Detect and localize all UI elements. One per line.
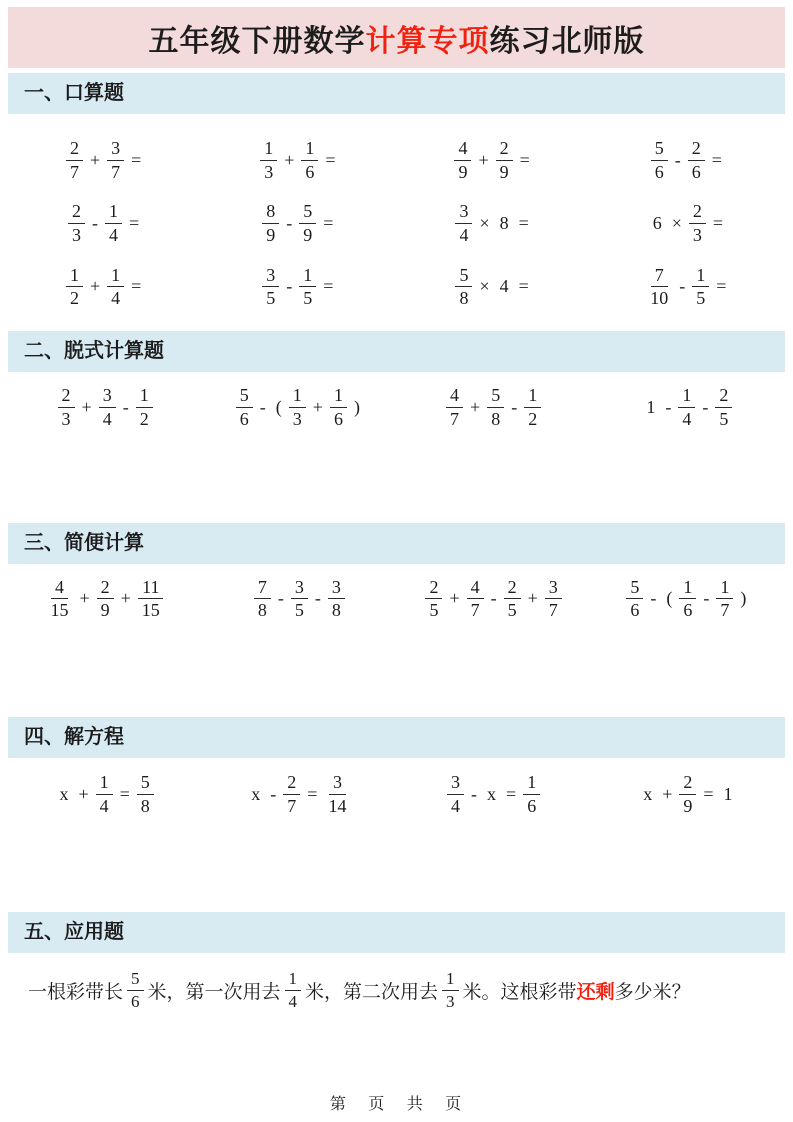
fraction-numerator: 5 [236,385,253,408]
section-oral-calculation [8,73,785,331]
fraction-denominator: 6 [333,408,343,429]
fraction [260,138,277,182]
fraction-numerator: 3 [291,577,308,600]
fraction-denominator: 5 [294,600,304,621]
fraction [679,772,696,816]
fraction [646,265,672,309]
math-token: x [643,783,653,804]
fraction [524,385,541,429]
fraction-numerator: 3 [107,138,124,161]
title-segment: 五年级下册数学 [148,24,366,58]
math-problem [66,201,144,245]
fraction [105,201,122,245]
fraction-denominator: 15 [50,600,69,621]
math-token: = [518,276,529,297]
math-token: + [478,149,489,170]
fraction [107,265,124,309]
math-problem [260,201,338,245]
math-token: = [506,783,517,804]
fraction [46,577,72,621]
fraction [626,577,643,621]
math-token: - [277,588,284,609]
fraction-numerator: 1 [523,772,540,795]
fraction [262,265,279,309]
fraction-denominator: 3 [292,408,302,429]
fraction-denominator: 7 [548,600,558,621]
math-token: = [325,149,336,170]
fraction-denominator: 9 [303,225,313,246]
fraction [138,577,164,621]
fraction-denominator: 8 [140,795,150,816]
fraction-denominator: 5 [429,600,439,621]
fraction-denominator: 10 [650,288,669,309]
math-token: ( [275,396,282,417]
math-token: = [518,213,529,234]
math-token: × [479,213,490,234]
fraction-numerator: 2 [68,201,85,224]
fraction [299,265,316,309]
word-problem-segment: 一根彩带长 [28,981,124,1003]
fraction-denominator: 6 [691,161,701,182]
fraction-denominator: 5 [507,600,517,621]
fraction-numerator: 4 [467,577,484,600]
fraction-numerator: 2 [689,201,706,224]
math-token: = [323,213,334,234]
math-token: = [711,149,722,170]
math-problem [234,385,365,429]
math-token: - [674,149,681,170]
math-token: - [92,213,99,234]
fraction [442,969,459,1011]
section-heading-word-problem: 五、应用题 [8,912,785,953]
fraction-denominator: 4 [288,991,298,1011]
fraction-numerator: 2 [58,385,75,408]
fraction-numerator: 1 [330,385,347,408]
math-token: - [702,396,709,417]
fraction [289,385,306,429]
fraction-numerator: 1 [260,138,277,161]
math-token: + [662,783,673,804]
math-problem [44,577,165,621]
fraction-numerator: 2 [688,138,705,161]
math-token: = [119,783,130,804]
fraction-denominator: 3 [72,225,82,246]
fraction-denominator: 9 [458,161,468,182]
fraction [66,265,83,309]
math-token: - [471,783,478,804]
section-equations [8,717,785,912]
fraction [291,577,308,621]
fraction-denominator: 8 [459,288,469,309]
fraction-numerator: 1 [524,385,541,408]
fraction [99,385,116,429]
fraction [715,385,732,429]
math-problem [246,772,352,816]
math-problem [648,201,728,245]
fraction-denominator: 6 [654,161,664,182]
section-heading-step: 二、脱式计算题 [8,331,785,372]
math-token: 8 [499,213,509,234]
math-token: - [259,396,266,417]
fraction-numerator: 4 [454,138,471,161]
math-token: + [89,149,101,170]
fraction [66,138,83,182]
math-token: + [120,588,131,609]
word-problem-segment: 多少米？ [614,981,691,1003]
math-problem [56,385,155,429]
math-problem [453,265,533,309]
math-token: + [79,588,90,609]
fraction-denominator: 2 [139,408,149,429]
math-problem [258,138,340,182]
math-token: ) [740,588,747,609]
fraction-numerator: 4 [51,577,68,600]
fraction-denominator: 9 [266,225,276,246]
fraction-numerator: 1 [136,385,153,408]
math-token: - [490,588,497,609]
fraction-denominator: 3 [61,408,71,429]
fraction-denominator: 5 [696,288,706,309]
math-token: - [665,396,672,417]
fraction [447,772,464,816]
fraction-denominator: 6 [239,408,249,429]
math-problem [260,265,338,309]
word-problem-segment: 米。这根彩带 [462,981,577,1003]
fraction-numerator: 5 [487,385,504,408]
worksheet-body [8,73,785,1011]
math-token: x [251,783,261,804]
fraction [425,577,442,621]
math-problem [644,265,731,309]
math-token: = [703,783,714,804]
math-problem [252,577,347,621]
fraction [96,772,113,816]
fraction [678,385,695,429]
fraction-numerator: 1 [678,385,695,408]
fraction [716,577,733,621]
fraction-numerator: 1 [716,577,733,600]
fraction-denominator: 7 [69,161,79,182]
fraction-numerator: 2 [283,772,300,795]
fraction [236,385,253,429]
fraction-denominator: 2 [528,408,538,429]
fraction [299,201,316,245]
fraction-denominator: 6 [683,600,693,621]
fraction-denominator: 7 [111,161,121,182]
fraction [496,138,513,182]
fraction [137,772,154,816]
fraction [136,385,153,429]
fraction-numerator: 4 [446,385,463,408]
step-problems-grid [8,372,785,522]
word-problem-highlight: 还剩 [576,981,615,1003]
math-problem [54,772,155,816]
fraction-numerator: 3 [545,577,562,600]
fraction-denominator: 4 [111,288,121,309]
fraction-denominator: 6 [630,600,640,621]
fraction [446,385,463,429]
math-token: + [470,396,481,417]
section-simplified-calculation [8,523,785,717]
fraction-denominator: 3 [446,991,455,1011]
fraction-denominator: 9 [683,795,693,816]
fraction-numerator: 1 [442,969,459,991]
page-footer: 第 页 共 页 [329,1096,464,1113]
fraction-numerator: 1 [285,969,302,991]
fraction-denominator: 4 [459,225,469,246]
fraction-numerator: 3 [329,772,346,795]
math-token: - [286,276,293,297]
fraction [692,265,709,309]
fraction-numerator: 2 [715,385,732,408]
page-title-text [149,16,645,60]
fraction-numerator: 2 [66,138,83,161]
fraction-denominator: 7 [720,600,730,621]
section-step-calculation [8,331,785,522]
math-token: × [671,213,682,234]
fraction-denominator: 9 [499,161,509,182]
fraction [285,969,302,1011]
math-token: - [270,783,277,804]
fraction [97,577,114,621]
math-token: 6 [652,213,662,234]
math-problem [641,385,734,429]
section-heading-simplify: 三、简便计算 [8,523,785,564]
fraction-denominator: 6 [131,991,140,1011]
fraction [328,577,345,621]
fraction-numerator: 1 [107,265,124,288]
fraction-denominator: 8 [331,600,341,621]
math-token: = [307,783,318,804]
math-token: - [511,396,518,417]
fraction-numerator: 5 [137,772,154,795]
fraction-denominator: 4 [102,408,112,429]
math-token: = [131,276,142,297]
math-token: 4 [499,276,509,297]
fraction-denominator: 7 [287,795,297,816]
math-token: + [527,588,538,609]
fraction-numerator: 3 [455,201,472,224]
fraction-numerator: 2 [679,772,696,795]
fraction-numerator: 1 [679,577,696,600]
fraction-denominator: 4 [451,795,461,816]
fraction-denominator: 2 [69,288,79,309]
section-word-problem [8,912,785,1011]
fraction-denominator: 9 [100,600,110,621]
fraction-numerator: 7 [651,265,668,288]
fraction-denominator: 4 [99,795,109,816]
title-segment: 练习北师版 [489,24,645,58]
fraction-numerator: 1 [66,265,83,288]
fraction [127,969,144,1011]
math-token: 1 [646,396,656,417]
fraction-numerator: 1 [299,265,316,288]
fraction-denominator: 7 [450,408,460,429]
word-problem-text [8,953,785,1011]
fraction-denominator: 8 [491,408,501,429]
fraction-denominator: 8 [257,600,267,621]
math-token: + [312,396,323,417]
fraction [455,201,472,245]
fraction-numerator: 8 [262,201,279,224]
math-token: + [89,276,101,297]
fraction-numerator: 2 [425,577,442,600]
math-token: - [679,276,686,297]
fraction-numerator: 7 [254,577,271,600]
section-heading-equations: 四、解方程 [8,717,785,758]
math-token: - [314,588,321,609]
math-problem [64,138,146,182]
math-problem [453,201,533,245]
fraction-denominator: 6 [305,161,315,182]
fraction-numerator: 5 [299,201,316,224]
fraction [545,577,562,621]
math-problem [444,385,543,429]
oral-problems-grid [8,114,785,331]
fraction-denominator: 15 [141,600,160,621]
word-problem-segment: 米，第一次用去 [147,981,281,1003]
fraction [58,385,75,429]
fraction-numerator: 3 [99,385,116,408]
fraction [504,577,521,621]
math-problem [452,138,534,182]
math-token: = [712,213,724,234]
fraction-denominator: 5 [266,288,276,309]
fraction [679,577,696,621]
fraction-numerator: 1 [289,385,306,408]
fraction-denominator: 7 [470,600,480,621]
title-segment-red: 计算专项 [365,24,490,58]
fraction-numerator: 2 [97,577,114,600]
fraction [487,385,504,429]
math-token: - [122,396,129,417]
fraction-denominator: 14 [328,795,347,816]
fraction [330,385,347,429]
math-token: ) [353,396,360,417]
math-token: = [716,276,727,297]
fraction-numerator: 5 [651,138,668,161]
fraction [467,577,484,621]
math-token: - [650,588,657,609]
fraction-numerator: 2 [496,138,513,161]
math-problem [624,577,751,621]
math-token: × [479,276,490,297]
fraction [68,201,85,245]
math-problem [638,772,737,816]
math-token: ( [666,588,673,609]
fraction-numerator: 1 [301,138,318,161]
fraction [107,138,124,182]
fraction-numerator: 3 [328,577,345,600]
word-problem-segment: 米，第二次用去 [305,981,439,1003]
fraction-numerator: 1 [105,201,122,224]
math-token: x [487,783,497,804]
math-token: + [284,149,295,170]
fraction-numerator: 5 [455,265,472,288]
fraction-denominator: 5 [303,288,313,309]
math-problem [64,265,146,309]
fraction-denominator: 3 [264,161,274,182]
math-token: + [81,396,92,417]
fraction [454,138,471,182]
math-token: x [59,783,69,804]
fraction-denominator: 4 [109,225,119,246]
simplify-problems-grid [8,564,785,717]
fraction [651,138,668,182]
math-token: + [78,783,89,804]
fraction-denominator: 4 [682,408,692,429]
fraction [254,577,271,621]
fraction-numerator: 3 [447,772,464,795]
math-token: = [129,213,140,234]
math-token: = [519,149,530,170]
fraction [262,201,279,245]
math-token: - [286,213,293,234]
fraction-denominator: 5 [719,408,729,429]
fraction-numerator: 1 [692,265,709,288]
math-token: = [131,149,142,170]
math-token: 1 [723,783,733,804]
math-problem [423,577,563,621]
math-problem [445,772,542,816]
math-token: - [703,588,710,609]
fraction-numerator: 11 [138,577,163,600]
fraction [523,772,540,816]
fraction-numerator: 5 [127,969,144,991]
fraction-denominator: 3 [692,225,702,246]
fraction-denominator: 6 [527,795,537,816]
fraction [301,138,318,182]
math-problem [649,138,727,182]
fraction [455,265,472,309]
fraction [283,772,300,816]
fraction-numerator: 5 [626,577,643,600]
math-token: = [323,276,334,297]
fraction-numerator: 1 [96,772,113,795]
fraction [689,201,706,245]
fraction [688,138,705,182]
page-title [8,7,785,68]
fraction [324,772,350,816]
section-heading-oral: 一、口算题 [8,73,785,114]
equation-problems-grid [8,758,785,912]
fraction-numerator: 2 [504,577,521,600]
math-token: + [449,588,460,609]
fraction-numerator: 3 [262,265,279,288]
